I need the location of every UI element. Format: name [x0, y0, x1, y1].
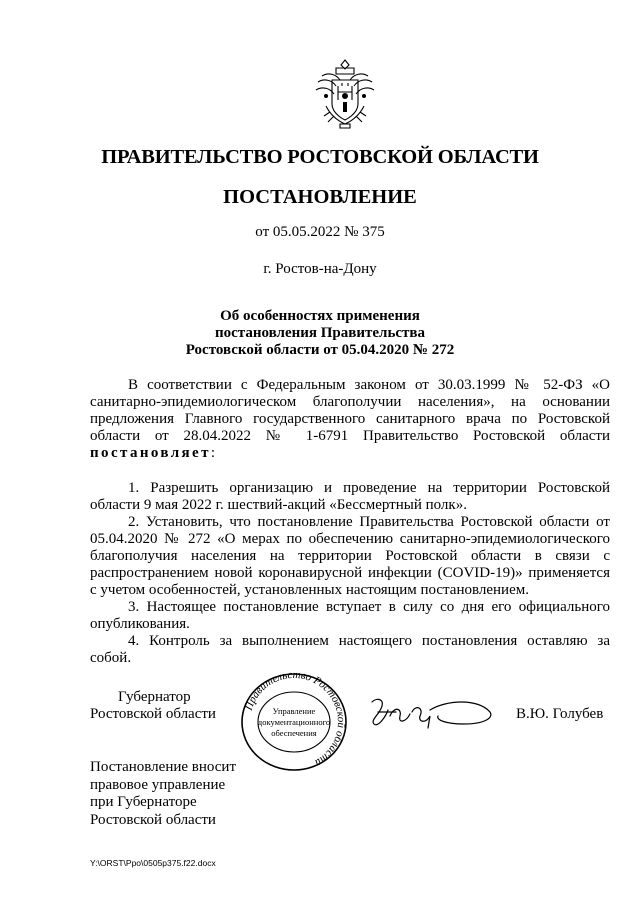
signatory-title: [90, 689, 216, 723]
document-subject: [0, 308, 640, 359]
preamble-paragraph: [90, 377, 610, 462]
signatory-title-line: Губернатор: [118, 689, 191, 705]
document-type-heading: ПОСТАНОВЛЕНИЕ: [223, 186, 417, 208]
signatory-title-line: Ростовской области: [90, 706, 216, 722]
resolution-item: 4. Контроль за выполнением настоящего постановления оставляю за собой.: [90, 633, 610, 666]
resolution-item: 2. Установить, что постановление Правительства Ростовской области от 05.04.2020 № 272 «О мерах по обеспечению санитарно-эпидемиологического благополучия населения на территории Ростовской области в связи с распространением новой коронавирусной инфекции (COVID-19)» применяется с учетом особенностей, установленных настоящим постановлением.: [90, 514, 610, 598]
handwritten-signature: [366, 694, 496, 734]
preamble-resolves: постановляет: [90, 445, 211, 461]
coat-of-arms-icon: [314, 56, 376, 130]
city-line: г. Ростов-на-Дону: [263, 261, 377, 277]
resolution-item: 3. Настоящее постановление вступает в силу со дня его официального опубликования.: [90, 599, 610, 632]
resolution-items: [90, 480, 610, 667]
submitted-by: [90, 759, 236, 829]
government-title: ПРАВИТЕЛЬСТВО РОСТОВСКОЙ ОБЛАСТИ: [101, 146, 539, 168]
stamp-ring-text: Правительство Ростовской области: [242, 670, 348, 769]
date-and-number: от 05.05.2022 № 375: [255, 224, 385, 240]
stamp-center-line: Управление: [272, 706, 316, 716]
subject-line: Ростовской области от 05.04.2020 № 272: [185, 342, 455, 358]
preamble-colon: :: [210, 445, 216, 461]
subject-line: Об особенностях применения: [220, 308, 420, 324]
official-stamp: [232, 670, 356, 774]
signatory-name: В.Ю. Голубев: [516, 706, 604, 722]
preamble-text: В соответствии с Федеральным законом от 30.03.1999 № 52-ФЗ «О санитарно-эпидемиологическом благополучии населения», на основании предложения Главного государственного санитарного врача по Ростовской области от 28.04.2022 № 1-6791 Правительство Ростовской области: [90, 377, 610, 444]
submitted-by-line: Ростовской области: [90, 811, 216, 828]
resolution-item: 1. Разрешить организацию и проведение на территории Ростовской области 9 мая 2022 г. шествий-акций «Бессмертный полк».: [90, 480, 610, 513]
stamp-center-line: обеспечения: [271, 728, 317, 738]
submitted-by-line: правовое управление: [90, 776, 226, 793]
submitted-by-line: при Губернаторе: [90, 794, 197, 810]
submitted-by-line: Постановление вносит: [90, 759, 237, 775]
file-path: Y:\ORST\Ppo\0505p375.f22.docx: [90, 858, 216, 868]
stamp-center-line: документационного: [257, 717, 331, 727]
subject-line: постановления Правительства: [215, 325, 425, 341]
